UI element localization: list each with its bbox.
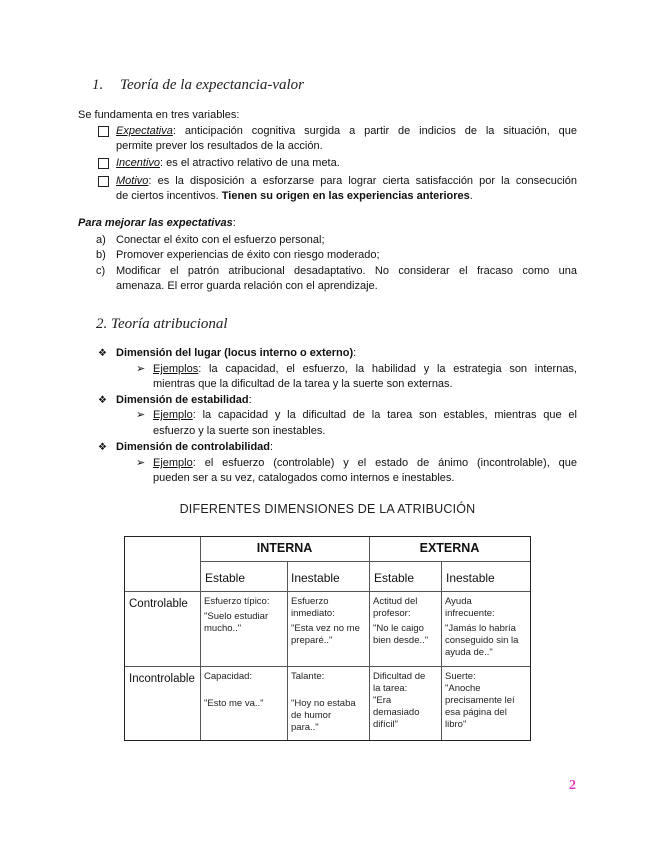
table-divider <box>369 537 370 740</box>
emphasis-text: Tienen su origen en las experiencias anteriores <box>221 190 470 202</box>
diamond-bullet-icon: ❖ <box>98 348 107 359</box>
variable-motivo: Motivo: es la disposición a esforzarse para lograr cierta satisfacción por la consecución <box>116 175 577 187</box>
improve-heading: Para mejorar las expectativas: <box>78 217 236 229</box>
section-1-title: Teoría de la expectancia-valor <box>120 77 304 93</box>
diamond-bullet-icon: ❖ <box>98 395 107 406</box>
table-cell: Ayuda infrecuente: "Jamás lo habría conseguido sin la ayuda de.." <box>445 596 519 658</box>
table-divider <box>125 591 530 592</box>
section-1-number: 1. <box>92 77 104 93</box>
arrow-bullet-icon: ➢ <box>136 409 146 421</box>
table-cell: Capacidad: "Esto me va.." <box>204 671 264 709</box>
dimension-estabilidad-example: Ejemplo: la capacidad y la dificultad de la tarea son estables, mientras que el <box>153 409 577 421</box>
col-group-interna: INTERNA <box>256 541 313 555</box>
col-group-externa: EXTERNA <box>419 541 480 555</box>
checkbox-icon <box>98 158 109 169</box>
variable-motivo-cont: de ciertos incentivos. Tienen su origen en las experiencias anteriores. <box>116 190 473 202</box>
section-2-heading: 2. Teoría atribucional <box>96 316 228 332</box>
checkbox-icon <box>98 176 109 187</box>
variable-term: Expectativa <box>116 125 173 137</box>
dimension-controlabilidad-example-cont: pueden ser a su vez, catalogados como internos e inestables. <box>153 472 455 484</box>
page-number: 2 <box>569 778 576 793</box>
row-label: Incontrolable <box>129 673 195 685</box>
table-cell: Esfuerzo típico: "Suelo estudiar mucho.." <box>204 596 270 634</box>
arrow-bullet-icon: ➢ <box>136 457 146 469</box>
sub-header: Inestable <box>291 571 340 585</box>
dimension-controlabilidad: Dimensión de controlabilidad: <box>116 441 274 453</box>
variable-term: Motivo <box>116 175 149 187</box>
variable-incentivo: Incentivo: es el atractivo relativo de una meta. <box>116 157 340 169</box>
dimension-locus: Dimensión del lugar (locus interno o externo): <box>116 347 357 359</box>
table-title: DIFERENTES DIMENSIONES DE LA ATRIBUCIÓN <box>179 502 476 516</box>
table-cell: Esfuerzo inmediato: "Esta vez no me preparé.." <box>291 596 360 646</box>
table-divider <box>200 537 201 740</box>
list-marker: b) <box>96 249 106 261</box>
dimension-controlabilidad-example: Ejemplo: el esfuerzo (controlable) y el estado de ánimo (incontrolable), que <box>153 457 577 469</box>
table-divider <box>200 561 530 562</box>
improve-item-c-cont: amenaza. El error guarda relación con el aprendizaje. <box>116 280 378 292</box>
checkbox-icon <box>98 126 109 137</box>
improve-item-b: Promover experiencias de éxito con riesgo moderado; <box>116 249 380 261</box>
table-cell: Suerte: "Anoche precisamente leí esa página del libro" <box>445 671 515 730</box>
table-cell: Actitud del profesor: "No le caigo bien desde.." <box>373 596 429 646</box>
arrow-bullet-icon: ➢ <box>136 363 146 375</box>
dimension-estabilidad: Dimensión de estabilidad: <box>116 394 252 406</box>
section-1-heading <box>92 77 304 94</box>
dimension-locus-example-cont: mientras que la dificultad de la tarea y la suerte son externas. <box>153 378 453 390</box>
dimension-locus-example: Ejemplos: la capacidad, el esfuerzo, la habilidad y la estrategia son internas, <box>153 363 577 375</box>
row-label: Controlable <box>129 598 188 610</box>
list-marker: a) <box>96 234 106 246</box>
dimension-estabilidad-example-cont: esfuerzo y la suerte son inestables. <box>153 425 326 437</box>
improve-item-a: Conectar el éxito con el esfuerzo personal; <box>116 234 325 246</box>
diamond-bullet-icon: ❖ <box>98 442 107 453</box>
table-divider <box>441 561 442 740</box>
table-cell: Dificultad de la tarea: "Era demasiado difícil" <box>373 671 426 730</box>
table-divider <box>287 561 288 740</box>
variable-expectativa-cont: permite prever los resultados de la acción. <box>116 140 323 152</box>
variable-term: Incentivo <box>116 157 161 169</box>
variable-expectativa: Expectativa: anticipación cognitiva surgida a partir de indicios de la situación, que <box>116 125 577 137</box>
table-divider <box>125 666 530 667</box>
improve-item-c: Modificar el patrón atribucional desadaptativo. No considerar el fracaso como una <box>116 265 577 277</box>
list-marker: c) <box>96 265 106 277</box>
sub-header: Inestable <box>446 571 495 585</box>
sub-header: Estable <box>374 571 415 585</box>
table-cell: Talante: "Hoy no estaba de humor para.." <box>291 671 356 733</box>
section-1-intro: Se fundamenta en tres variables: <box>78 109 240 121</box>
sub-header: Estable <box>205 571 246 585</box>
attribution-table <box>124 536 531 741</box>
